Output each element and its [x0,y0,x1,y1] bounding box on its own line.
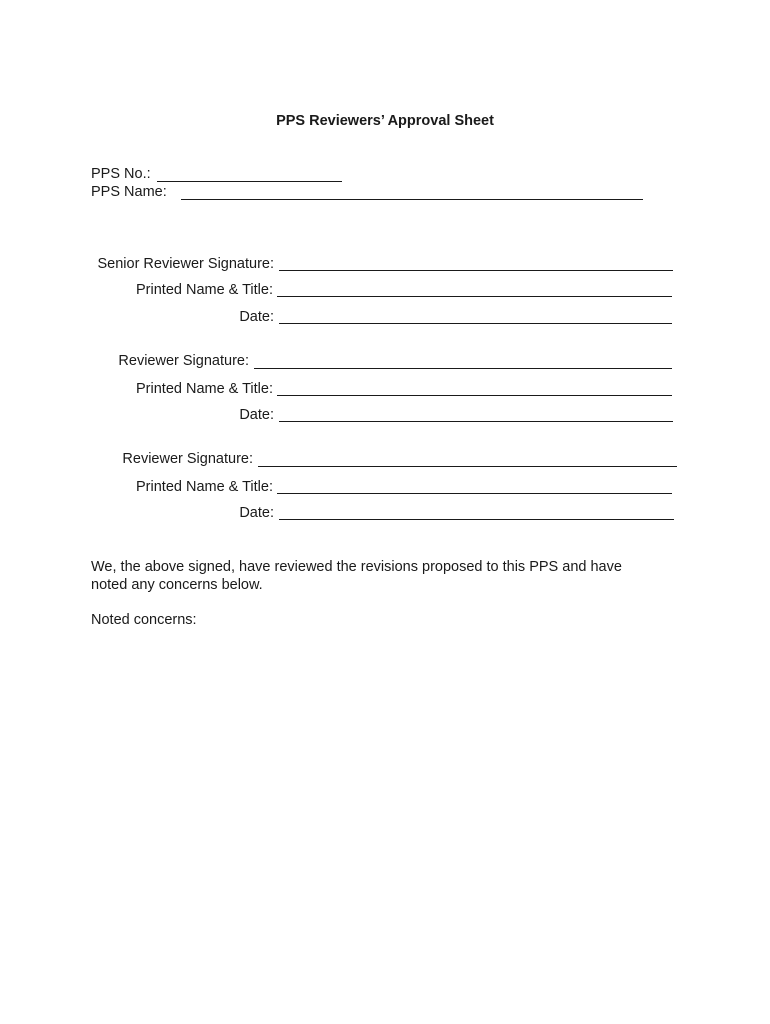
noted-concerns-label: Noted concerns: [91,612,197,628]
printed-name-title-label: Printed Name & Title: [136,381,273,397]
reviewer-signature-field[interactable] [258,466,677,467]
senior-reviewer-signature-field[interactable] [279,270,673,271]
reviewer-signature-field[interactable] [254,368,672,369]
printed-name-title-field[interactable] [277,296,672,297]
date-label: Date: [239,505,274,521]
date-label: Date: [239,407,274,423]
printed-name-title-label: Printed Name & Title: [136,282,273,298]
pps-name-label: PPS Name: [91,184,167,200]
reviewer-signature-label: Reviewer Signature: [122,451,253,467]
printed-name-title-field[interactable] [277,395,672,396]
page-title: PPS Reviewers’ Approval Sheet [276,113,494,129]
date-label: Date: [239,309,274,325]
printed-name-title-field[interactable] [277,493,672,494]
reviewer-signature-label: Reviewer Signature: [118,353,249,369]
approval-statement: We, the above signed, have reviewed the revisions proposed to this PPS and have noted any concerns below. [91,559,622,593]
pps-name-field[interactable] [181,199,643,200]
senior-reviewer-signature-label: Senior Reviewer Signature: [97,256,274,272]
date-field[interactable] [279,519,674,520]
date-field[interactable] [279,323,672,324]
pps-no-field[interactable] [157,181,342,182]
pps-no-label: PPS No.: [91,166,151,182]
printed-name-title-label: Printed Name & Title: [136,479,273,495]
date-field[interactable] [279,421,673,422]
